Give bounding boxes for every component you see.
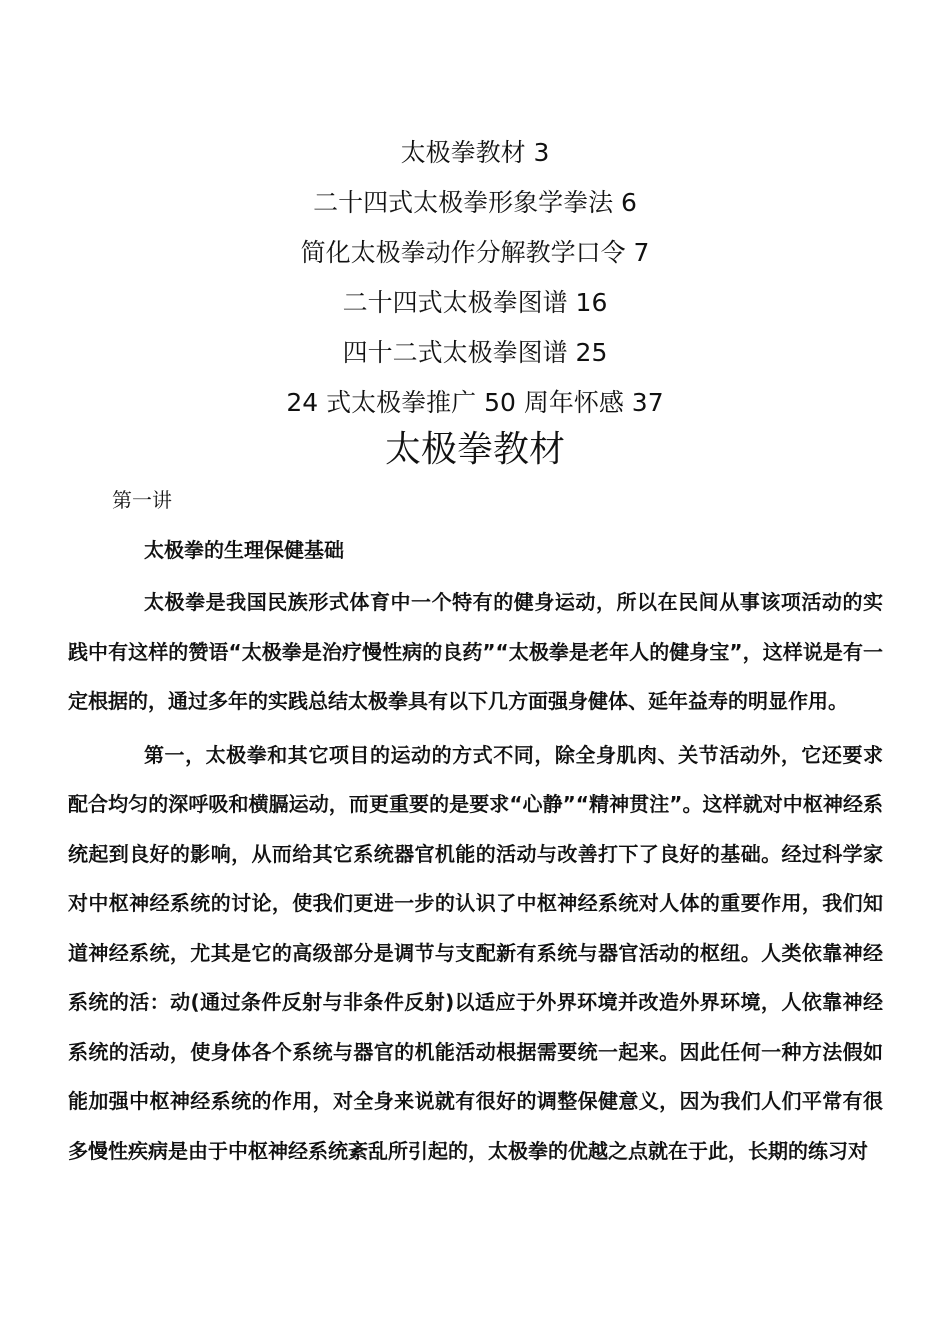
toc-entry[interactable]: 简化太极拳动作分解教学口令 7 — [300, 238, 650, 267]
table-of-contents — [0, 128, 950, 428]
section-heading: 太极拳的生理保健基础 — [144, 538, 344, 562]
body-paragraph: 太极拳是我国民族形式体育中一个特有的健身运动，所以在民间从事该项活动的实践中有这样的赞语“太极拳是治疗慢性病的良药”“太极拳是老年人的健身宝”，这样说是有一定根据的，通过多年的实践总结太极拳具有以下几方面强身健体、延年益寿的明显作用。 — [68, 590, 883, 713]
lecture-label: 第一讲 — [112, 488, 172, 512]
toc-entry[interactable]: 24 式太极拳推广 50 周年怀感 37 — [286, 388, 664, 417]
toc-entry[interactable]: 太极拳教材 3 — [400, 138, 550, 167]
toc-entry[interactable]: 四十二式太极拳图谱 25 — [342, 338, 608, 367]
toc-entry[interactable]: 二十四式太极拳形象学拳法 6 — [313, 188, 637, 217]
body-paragraph: 第一，太极拳和其它项目的运动的方式不同，除全身肌肉、关节活动外，它还要求配合均匀的深呼吸和横膈运动，而更重要的是要求“心静”“精神贯注”。这样就对中枢神经系统起到良好的影响，从而给其它系统器官机能的活动与改善打下了良好的基础。经过科学家对中枢神经系统的讨论，使我们更进一步的认识了中枢神经系统对人体的重要作用，我们知道神经系统，尤其是它的高级部分是调节与支配新有系统与器官活动的枢纽。人类依靠神经系统的活：动(通过条件反射与非条件反射)以适应于外界环境并改造外界环境，人依靠神经系统的活动，使身体各个系统与器官的机能活动根据需要统一起来。因此任何一种方法假如能加强中枢神经系统的作用，对全身来说就有很好的调整保健意义，因为我们人们平常有很多慢性疾病是由于中枢神经系统紊乱所引起的，太极拳的优越之点就在于此，长期的练习对 — [68, 742, 883, 1163]
toc-entry[interactable]: 二十四式太极拳图谱 16 — [342, 288, 608, 317]
document-title: 太极拳教材 — [384, 429, 565, 470]
document-body — [68, 532, 883, 1180]
